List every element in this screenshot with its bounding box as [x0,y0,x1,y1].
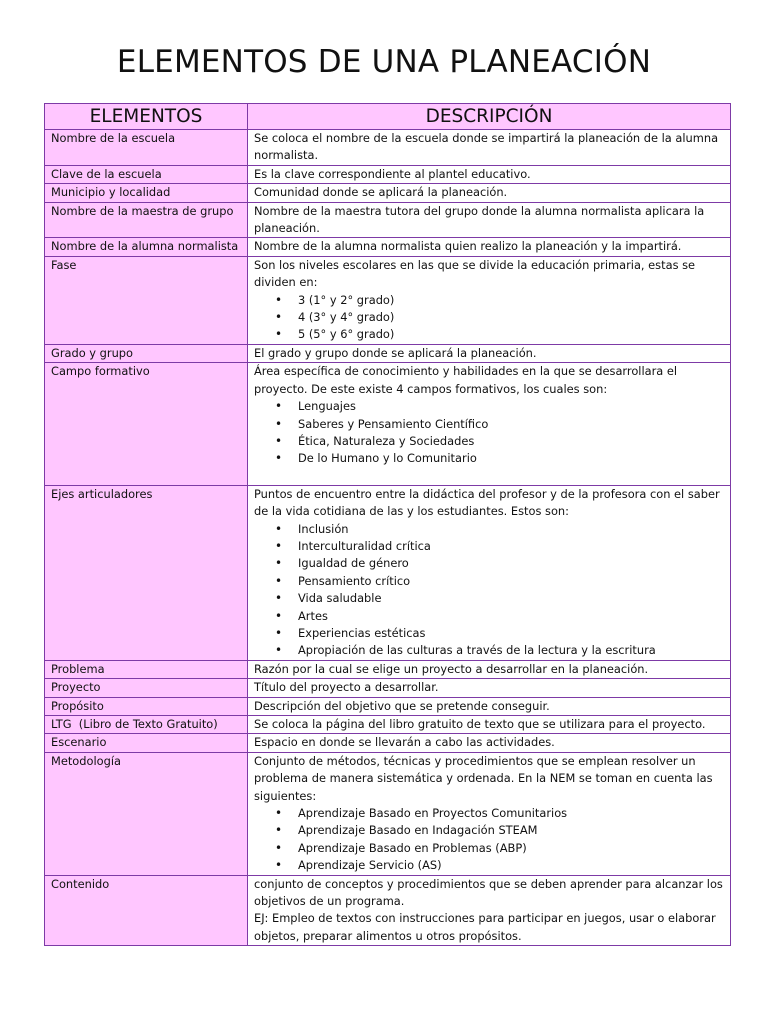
description-cell: El grado y grupo donde se aplicará la planeación. [248,344,731,362]
element-cell: Grado y grupo [45,344,248,362]
table-row [45,716,731,734]
column-header-elementos: ELEMENTOS [45,104,248,130]
element-cell: Nombre de la maestra de grupo [45,202,248,238]
list-item: • Ética, Naturaleza y Sociedades [298,433,724,450]
element-cell: Campo formativo [45,363,248,485]
description-cell: Espacio en donde se llevarán a cabo las actividades. [248,734,731,752]
element-cell: LTG (Libro de Texto Gratuito) [45,716,248,734]
element-cell: Municipio y localidad [45,184,248,202]
table-row [45,165,731,183]
table-row [45,679,731,697]
description-text: Son los niveles escolares en las que se divide la educación primaria, estas se dividen en: [254,257,696,290]
element-cell: Nombre de la escuela [45,130,248,166]
table-row [45,363,731,485]
table-row [45,752,731,875]
table-row [45,256,731,344]
bullet-list [254,398,724,468]
list-item: • Pensamiento crítico [298,573,724,590]
description-cell: Descripción del objetivo que se pretende conseguir. [248,697,731,715]
description-text: conjunto de conceptos y procedimientos que se deben aprender para alcanzar los objetivos de un programa. [254,876,723,909]
list-item: • Interculturalidad crítica [298,538,724,555]
bullet-list [254,521,724,660]
table-row [45,875,731,946]
planning-elements-table [44,103,731,946]
list-item: • Igualdad de género [298,555,724,572]
description-cell [248,485,731,660]
list-item: • Vida saludable [298,590,724,607]
list-item: • Apropiación de las culturas a través de la lectura y la escritura [298,642,724,659]
description-cell: Se coloca la página del libro gratuito de texto que se utilizara para el proyecto. [248,716,731,734]
page-title: ELEMENTOS DE UNA PLANEACIÓN [116,44,652,80]
table-row [45,485,731,660]
table-row [45,697,731,715]
list-item: • Lenguajes [298,398,724,415]
description-cell: Nombre de la alumna normalista quien realizo la planeación y la impartirá. [248,238,731,256]
element-cell: Contenido [45,875,248,946]
example-text: EJ: Empleo de textos con instrucciones para participar en juegos, usar o elaborar objetos, preparar alimentos u otros propósitos. [254,911,716,943]
column-header-descripcion: DESCRIPCIÓN [248,104,731,130]
list-item: • 3 (1° y 2° grado) [298,292,724,309]
description-cell: Nombre de la maestra tutora del grupo donde la alumna normalista aplicara la planeación. [248,202,731,238]
description-cell [248,256,731,344]
list-item: • Inclusión [298,521,724,538]
element-cell: Proyecto [45,679,248,697]
table-row [45,660,731,678]
list-item: • Saberes y Pensamiento Científico [298,416,724,433]
bullet-list [254,292,724,344]
table-row [45,344,731,362]
table-row [45,734,731,752]
description-text: Conjunto de métodos, técnicas y procedimientos que se emplean resolver un problema de manera sistemática y ordenada. En la NEM se toman en cuenta las siguientes: [254,753,713,803]
description-text: Puntos de encuentro entre la didáctica del profesor y de la profesora con el saber de la vida cotidiana de las y los estudiantes. Estos son: [254,486,720,519]
list-item: • Aprendizaje Basado en Indagación STEAM [298,822,724,839]
description-cell: Comunidad donde se aplicará la planeación. [248,184,731,202]
list-item: • Aprendizaje Servicio (AS) [298,857,724,874]
list-item: • 4 (3° y 4° grado) [298,309,724,326]
list-item: • Aprendizaje Basado en Proyectos Comunitarios [298,805,724,822]
table-row [45,238,731,256]
table-row [45,130,731,166]
element-cell: Nombre de la alumna normalista [45,238,248,256]
table-header-row [45,104,731,130]
description-cell [248,875,731,946]
element-cell: Escenario [45,734,248,752]
bullet-list [254,805,724,875]
list-item: • De lo Humano y lo Comunitario [298,450,724,467]
table-row [45,202,731,238]
element-cell: Clave de la escuela [45,165,248,183]
description-cell [248,752,731,875]
description-cell: Se coloca el nombre de la escuela donde se impartirá la planeación de la alumna normalista. [248,130,731,166]
element-cell: Metodología [45,752,248,875]
element-cell: Fase [45,256,248,344]
list-item: • Aprendizaje Basado en Problemas (ABP) [298,840,724,857]
list-item: • Experiencias estéticas [298,625,724,642]
description-cell: Título del proyecto a desarrollar. [248,679,731,697]
element-cell: Problema [45,660,248,678]
description-cell: Es la clave correspondiente al plantel educativo. [248,165,731,183]
list-item: • Artes [298,608,724,625]
element-cell: Ejes articuladores [45,485,248,660]
description-cell [248,363,731,485]
description-cell: Razón por la cual se elige un proyecto a desarrollar en la planeación. [248,660,731,678]
description-text: Área específica de conocimiento y habilidades en la que se desarrollara el proyecto. De este existe 4 campos formativos, los cuales son: [254,364,678,396]
table-row [45,184,731,202]
list-item: • 5 (5° y 6° grado) [298,326,724,343]
element-cell: Propósito [45,697,248,715]
